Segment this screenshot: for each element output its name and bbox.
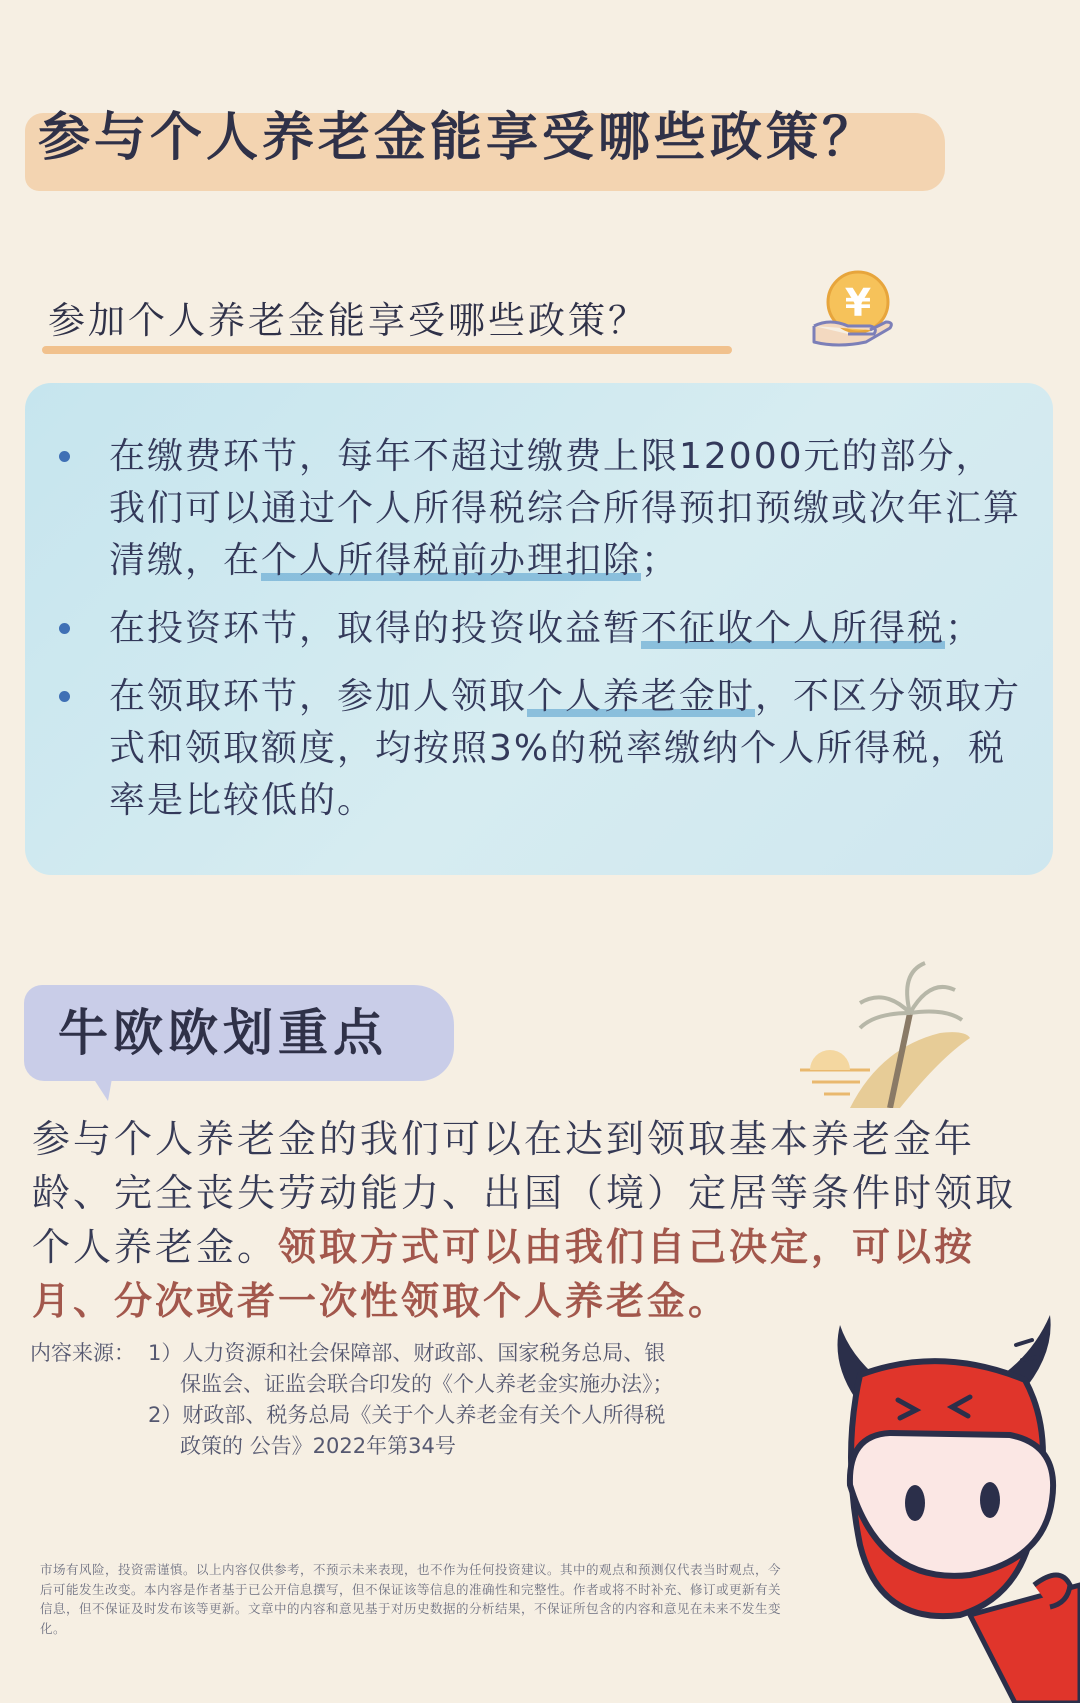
- policy-item-text: 在缴费环节，每年不超过缴费上限12000元的部分，我们可以通过个人所得税综合所得预扣预缴或次年汇算清缴，在: [109, 436, 1022, 581]
- bullet-dot-icon: [59, 691, 70, 702]
- highlight-tag: [24, 985, 454, 1081]
- policy-list: [25, 431, 1053, 843]
- red-bull-mascot-icon: [820, 1285, 1080, 1703]
- risk-disclaimer: 市场有风险，投资需谨慎。以上内容仅供参考，不预示未来表现，也不作为任何投资建议。其中的观点和预测仅代表当时观点，今后可能发生改变。本内容是作者基于已公开信息撰写，但不保证该等信息的准确性和完整性。作者或将不时补充、修订或更新有关信息，但不保证及时发布该等更新。文章中的内容和意见基于对历史数据的分析结果，不保证所包含的内容和意见在未来不发生变化。: [40, 1562, 782, 1636]
- policy-item: [25, 603, 1053, 655]
- source-line: 保监会、证监会联合印发的《个人养老金实施办法》；: [180, 1372, 674, 1396]
- subtitle-underline: [42, 346, 732, 354]
- section-subtitle: 参加个人养老金能享受哪些政策？: [48, 299, 648, 342]
- policy-item-underlined-text: 个人养老金时: [527, 676, 756, 717]
- policy-item-underlined-text: 不征收个人所得税: [641, 608, 946, 649]
- source-lines: [148, 1338, 828, 1462]
- policy-item: [25, 431, 1053, 587]
- policy-info-box: [25, 383, 1053, 875]
- summary-emphasis-text: 领取方式可以由我们自己决定，可以按月、分次或者一次性领取个人养老金。: [32, 1225, 976, 1323]
- section-subtitle-block: [48, 290, 648, 344]
- bullet-dot-icon: [59, 451, 70, 462]
- policy-item: [25, 671, 1053, 827]
- bullet-dot-icon: [59, 623, 70, 634]
- page-title: 参与个人养老金能享受哪些政策？: [38, 108, 879, 168]
- policy-item-text: ；: [641, 540, 680, 581]
- source-label: 内容来源：: [30, 1341, 135, 1365]
- highlight-tag-text: 牛欧欧划重点: [58, 1004, 388, 1062]
- policy-item-text: ；: [945, 608, 984, 649]
- source-line: 1）人力资源和社会保障部、财政部、国家税务总局、银: [148, 1341, 666, 1365]
- tag-bubble-tail: [86, 1067, 114, 1101]
- title-block: [30, 95, 878, 181]
- policy-item-underlined-text: 个人所得税前办理扣除: [261, 540, 642, 581]
- yuan-coin-hand-icon: [808, 268, 904, 348]
- policy-item-text: 在领取环节，参加人领取: [109, 676, 528, 717]
- summary-plain-text: 参与个人养老金的我们可以在达到领取基本养老金年龄、完全丧失劳动能力、出国（境）定居等条件时领取个人养老金。: [32, 1117, 1017, 1269]
- source-line: 政策的 公告》2022年第34号: [180, 1434, 456, 1458]
- policy-item-text: ，不区分领取方式和领取额度，均按照3%的税率缴纳个人所得税，税率是比较低的。: [109, 676, 1022, 821]
- policy-item-text: 在投资环节，取得的投资收益暂: [109, 608, 642, 649]
- svg-text:¥: ¥: [844, 281, 872, 325]
- source-line: 2）财政部、税务总局《关于个人养老金有关个人所得税: [148, 1403, 666, 1427]
- palm-tree-island-icon: [790, 958, 980, 1108]
